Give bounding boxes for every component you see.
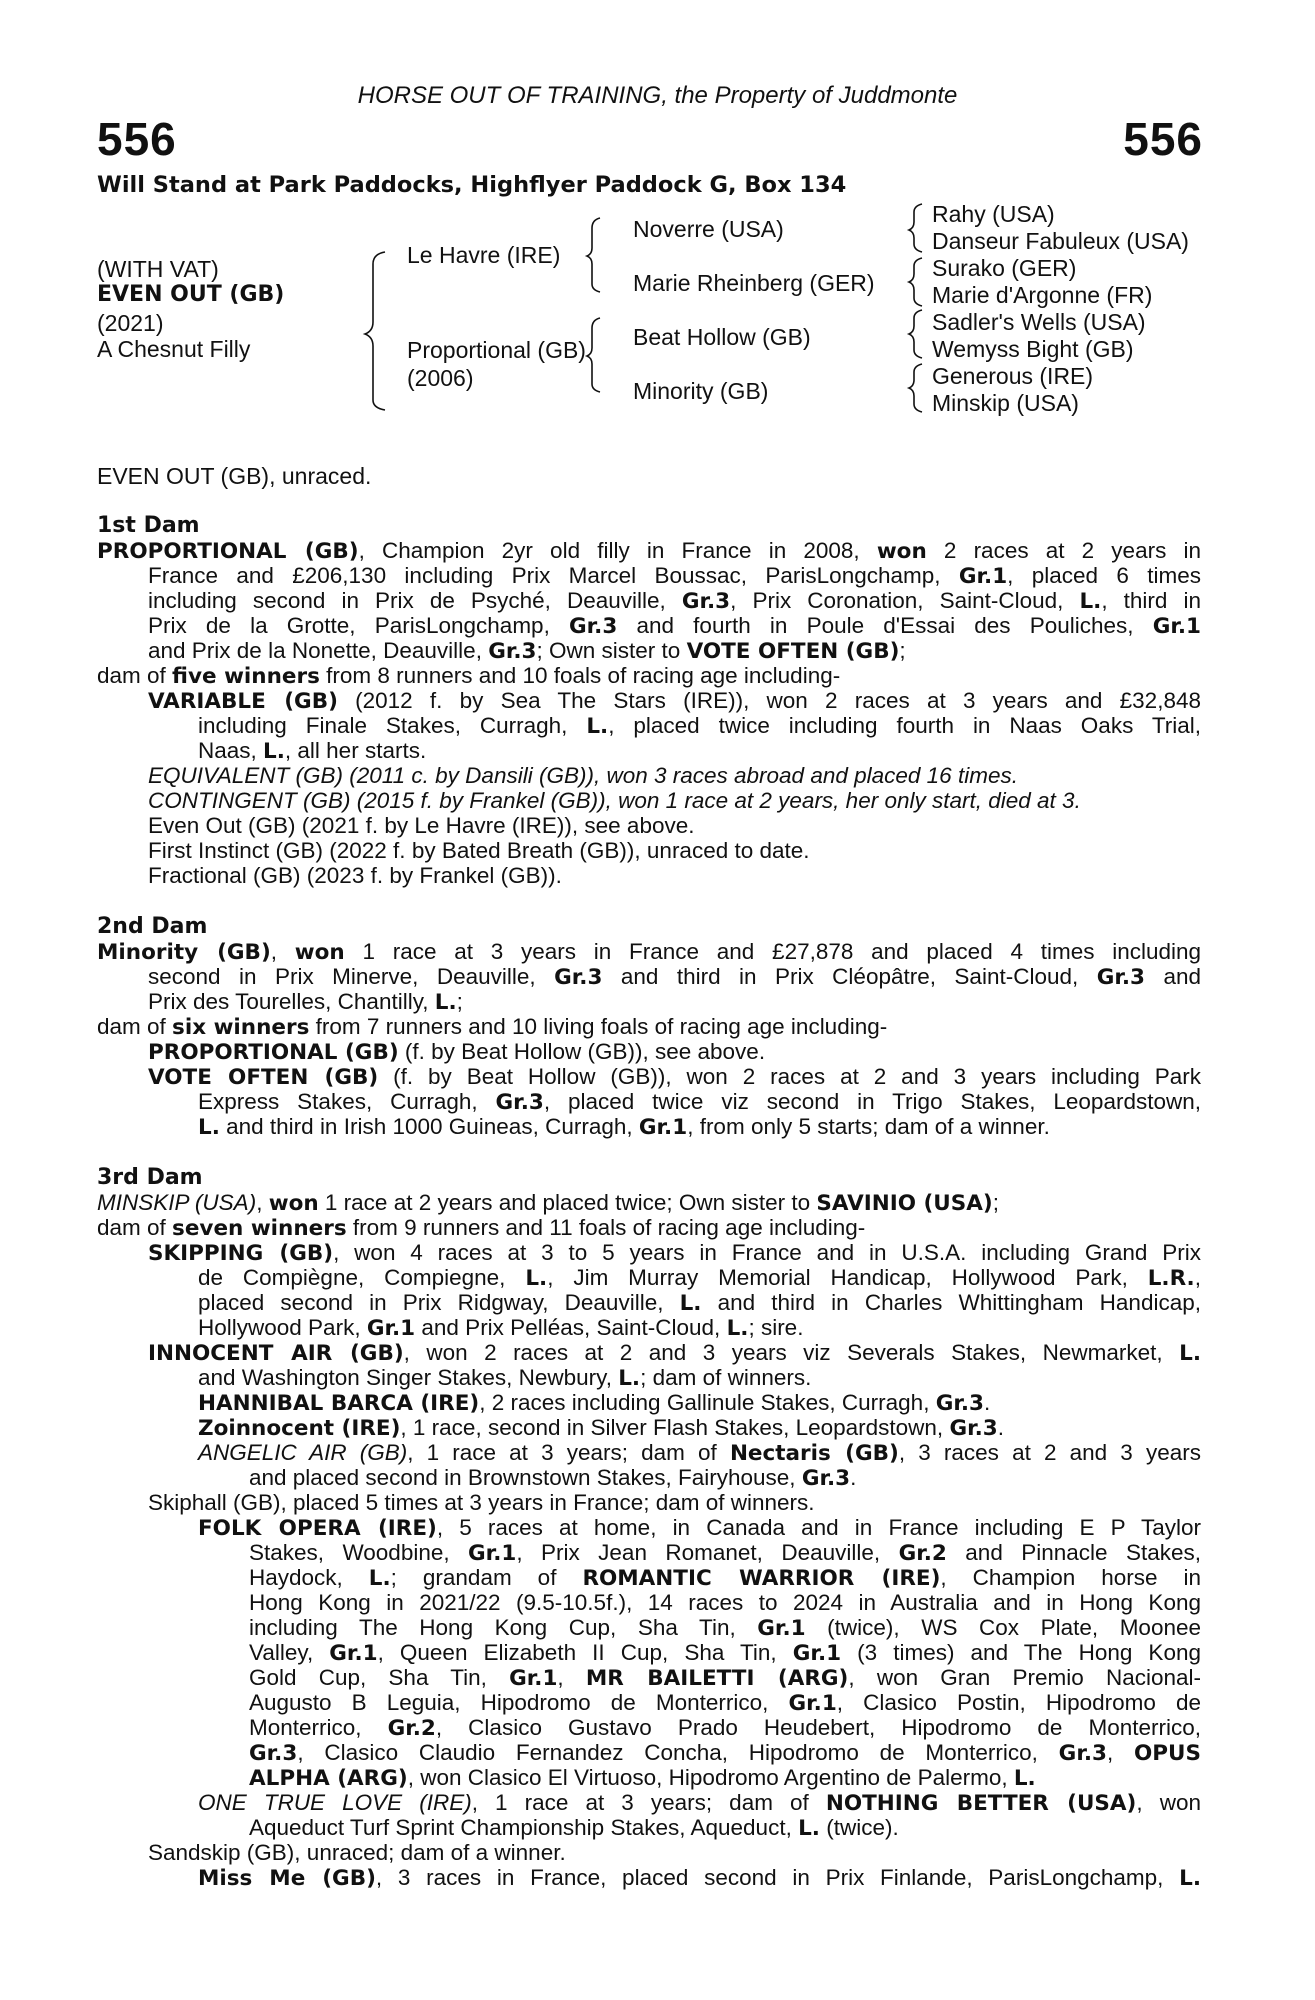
dam: Proportional (GB) bbox=[407, 337, 586, 363]
ss-sire: Rahy (USA) bbox=[932, 201, 1055, 227]
third-dam-line-1: MINSKIP (USA), won 1 race at 2 years and placed twice; Own sister to SAVINIO (USA); bbox=[97, 1190, 999, 1216]
folk-opera-line-1: FOLK OPERA (IRE), 5 races at home, in Canada and in France including E P Taylor bbox=[198, 1515, 1201, 1541]
horse-description: A Chesnut Filly bbox=[97, 336, 251, 362]
folk-opera-line-3: Haydock, L.; grandam of ROMANTIC WARRIOR (IRE), Champion horse in bbox=[249, 1565, 1201, 1591]
variable-line-1: VARIABLE (GB) (2012 f. by Sea The Stars (IRE)), won 2 races at 3 years and £32,848 bbox=[148, 688, 1201, 714]
second-dam-produce-summary: dam of six winners from 7 runners and 10 living foals of racing age including- bbox=[97, 1014, 888, 1040]
first-dam-produce-summary: dam of five winners from 8 runners and 10 foals of racing age including- bbox=[97, 663, 841, 689]
second-dam-heading: 2nd Dam bbox=[97, 914, 208, 939]
second-dam-line-1: Minority (GB), won 1 race at 3 years in France and £27,878 and placed 4 times including bbox=[97, 939, 1202, 965]
sire-dam: Marie Rheinberg (GER) bbox=[633, 270, 875, 296]
zoinnocent-entry: Zoinnocent (IRE), 1 race, second in Silver Flash Stakes, Leopardstown, Gr.3. bbox=[198, 1415, 1005, 1441]
first-dam-line-1: PROPORTIONAL (GB), Champion 2yr old filly in France in 2008, won 2 races at 2 years in bbox=[97, 538, 1201, 564]
first-dam-line-3: including second in Prix de Psyché, Deauville, Gr.3, Prix Coronation, Saint-Cloud, L., third in bbox=[148, 588, 1201, 614]
folk-opera-line-9: Monterrico, Gr.2, Clasico Gustavo Prado Heudebert, Hipodromo de Monterrico, bbox=[249, 1715, 1201, 1741]
sandskip-entry: Sandskip (GB), unraced; dam of a winner. bbox=[148, 1840, 566, 1865]
sire-sire: Noverre (USA) bbox=[633, 216, 784, 242]
innocent-air-line-2: and Washington Singer Stakes, Newbury, L.; dam of winners. bbox=[198, 1365, 812, 1391]
dam-year: (2006) bbox=[407, 365, 474, 391]
skiphall-entry: Skiphall (GB), placed 5 times at 3 years in France; dam of winners. bbox=[148, 1490, 815, 1515]
folk-opera-line-6: Valley, Gr.1, Queen Elizabeth II Cup, Sha Tin, Gr.1 (3 times) and The Hong Kong bbox=[249, 1640, 1201, 1666]
lot-number-left: 556 bbox=[97, 113, 177, 165]
page-header-title: HORSE OUT OF TRAINING, the Property of Juddmonte bbox=[357, 82, 958, 109]
vote-often-line-1: VOTE OFTEN (GB) (f. by Beat Hollow (GB)), won 2 races at 2 and 3 years including Park bbox=[148, 1064, 1202, 1090]
third-dam-produce-summary: dam of seven winners from 9 runners and 11 foals of racing age including- bbox=[97, 1215, 866, 1241]
folk-opera-line-7: Gold Cup, Sha Tin, Gr.1, MR BAILETTI (ARG), won Gran Premio Nacional- bbox=[249, 1665, 1201, 1691]
fractional-entry: Fractional (GB) (2023 f. by Frankel (GB)). bbox=[148, 863, 562, 888]
even-out-entry: Even Out (GB) (2021 f. by Le Havre (IRE)), see above. bbox=[148, 813, 695, 838]
dd-dam: Minskip (USA) bbox=[932, 390, 1079, 416]
vote-often-line-2: Express Stakes, Curragh, Gr.3, placed twice viz second in Trigo Stakes, Leopardstown, bbox=[198, 1089, 1201, 1115]
second-dam-line-3: Prix des Tourelles, Chantilly, L.; bbox=[148, 989, 463, 1015]
first-dam-line-2: France and £206,130 including Prix Marcel Boussac, ParisLongchamp, Gr.1, placed 6 times bbox=[148, 563, 1201, 589]
folk-opera-line-2: Stakes, Woodbine, Gr.1, Prix Jean Romanet, Deauville, Gr.2 and Pinnacle Stakes, bbox=[249, 1540, 1202, 1566]
third-dam-heading: 3rd Dam bbox=[97, 1165, 203, 1190]
horse-year: (2021) bbox=[97, 310, 164, 336]
skipping-line-2: de Compiègne, Compiegne, L., Jim Murray Memorial Handicap, Hollywood Park, L.R., bbox=[198, 1265, 1201, 1291]
innocent-air-line-1: INNOCENT AIR (GB), won 2 races at 2 and 3 years viz Severals Stakes, Newmarket, L. bbox=[148, 1340, 1201, 1366]
second-dam-line-2: second in Prix Minerve, Deauville, Gr.3 and third in Prix Cléopâtre, Saint-Cloud, Gr.3 and bbox=[148, 964, 1201, 990]
sd-dam: Marie d'Argonne (FR) bbox=[932, 282, 1153, 308]
lot-number-right: 556 bbox=[1123, 113, 1203, 165]
first-dam-line-5: and Prix de la Nonette, Deauville, Gr.3; Own sister to VOTE OFTEN (GB); bbox=[148, 638, 906, 664]
dd-sire: Generous (IRE) bbox=[932, 363, 1094, 389]
sd-sire: Surako (GER) bbox=[932, 255, 1077, 281]
horse-name: EVEN OUT (GB) bbox=[97, 282, 285, 307]
skipping-line-4: Hollywood Park, Gr.1 and Prix Pelléas, Saint-Cloud, L.; sire. bbox=[198, 1315, 804, 1341]
folk-opera-line-10: Gr.3, Clasico Claudio Fernandez Concha, Hipodromo de Monterrico, Gr.3, OPUS bbox=[249, 1740, 1201, 1766]
equivalent-entry: EQUIVALENT (GB) (2011 c. by Dansili (GB)), won 3 races abroad and placed 16 times. bbox=[148, 763, 1018, 788]
first-dam-heading: 1st Dam bbox=[97, 513, 200, 538]
ds-dam: Wemyss Bight (GB) bbox=[932, 336, 1134, 362]
folk-opera-line-4: Hong Kong in 2021/22 (9.5-10.5f.), 14 races to 2024 in Australia and in Hong Kong bbox=[249, 1590, 1201, 1615]
folk-opera-line-11: ALPHA (ARG), won Clasico El Virtuoso, Hipodromo Argentino de Palermo, L. bbox=[249, 1765, 1036, 1791]
angelic-air-line-1: ANGELIC AIR (GB), 1 race at 3 years; dam of Nectaris (GB), 3 races at 2 and 3 years bbox=[198, 1440, 1201, 1466]
folk-opera-line-5: including The Hong Kong Cup, Sha Tin, Gr.1 (twice), WS Cox Plate, Moonee bbox=[249, 1615, 1201, 1641]
variable-line-2: including Finale Stakes, Curragh, L., placed twice including fourth in Naas Oaks Trial, bbox=[198, 713, 1201, 739]
miss-me-entry: Miss Me (GB), 3 races in France, placed second in Prix Finlande, ParisLongchamp, L. bbox=[198, 1865, 1201, 1891]
variable-line-3: Naas, L., all her starts. bbox=[198, 738, 427, 764]
ds-sire: Sadler's Wells (USA) bbox=[932, 309, 1146, 335]
skipping-line-3: placed second in Prix Ridgway, Deauville, L. and third in Charles Whittingham Handicap, bbox=[198, 1290, 1201, 1316]
vat-note: (WITH VAT) bbox=[97, 256, 219, 282]
skipping-line-1: SKIPPING (GB), won 4 races at 3 to 5 years in France and in U.S.A. including Grand Prix bbox=[148, 1240, 1201, 1266]
first-dam-line-4: Prix de la Grotte, ParisLongchamp, Gr.3 and fourth in Poule d'Essai des Pouliches, Gr.1 bbox=[148, 613, 1202, 639]
proportional-entry: PROPORTIONAL (GB) (f. by Beat Hollow (GB)), see above. bbox=[148, 1039, 766, 1065]
hannibal-barca-entry: HANNIBAL BARCA (IRE), 2 races including Gallinule Stakes, Curragh, Gr.3. bbox=[198, 1390, 991, 1416]
dam-dam: Minority (GB) bbox=[633, 378, 769, 404]
stand-location: Will Stand at Park Paddocks, Highflyer Paddock G, Box 134 bbox=[97, 172, 847, 198]
first-instinct-entry: First Instinct (GB) (2022 f. by Bated Breath (GB)), unraced to date. bbox=[148, 838, 810, 863]
folk-opera-line-8: Augusto B Leguia, Hipodromo de Monterrico, Gr.1, Clasico Postin, Hipodromo de bbox=[249, 1690, 1201, 1716]
dam-sire: Beat Hollow (GB) bbox=[633, 324, 811, 350]
contingent-entry: CONTINGENT (GB) (2015 f. by Frankel (GB)), won 1 race at 2 years, her only start, died at 3. bbox=[148, 788, 1081, 813]
ss-dam: Danseur Fabuleux (USA) bbox=[932, 228, 1189, 254]
one-true-love-line-1: ONE TRUE LOVE (IRE), 1 race at 3 years; dam of NOTHING BETTER (USA), won bbox=[198, 1790, 1201, 1816]
race-summary: EVEN OUT (GB), unraced. bbox=[97, 463, 372, 489]
angelic-air-line-2: and placed second in Brownstown Stakes, Fairyhouse, Gr.3. bbox=[249, 1465, 857, 1491]
vote-often-line-3: L. and third in Irish 1000 Guineas, Curragh, Gr.1, from only 5 starts; dam of a winner. bbox=[198, 1114, 1050, 1140]
one-true-love-line-2: Aqueduct Turf Sprint Championship Stakes, Aqueduct, L. (twice). bbox=[249, 1815, 899, 1841]
sire: Le Havre (IRE) bbox=[407, 242, 561, 268]
